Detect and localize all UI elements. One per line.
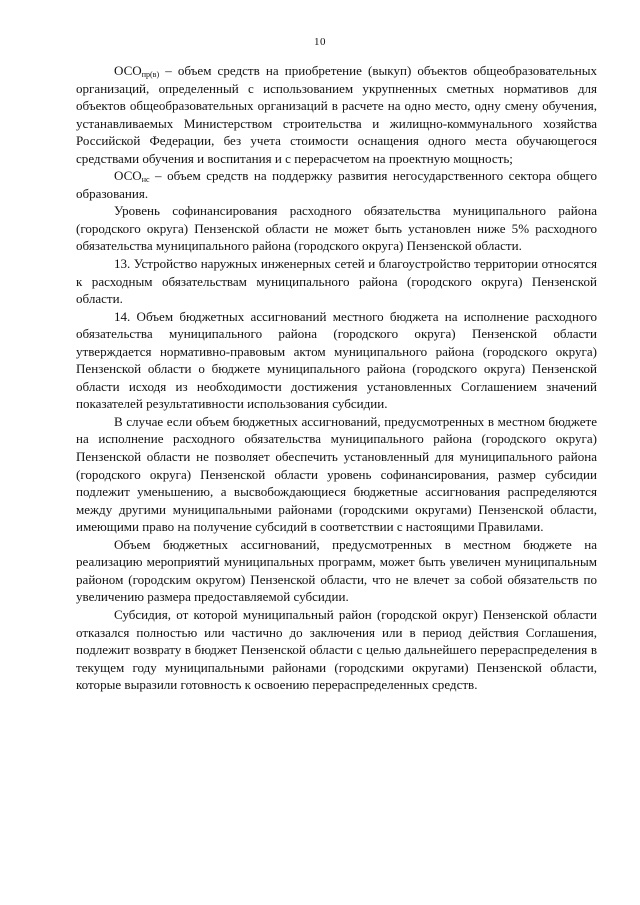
paragraph-item-13: 13. Устройство наружных инженерных сетей и благоустройство территории относятся к расходным обязательствам муниципального района (городского округа) Пензенской области. bbox=[76, 256, 597, 307]
page-number: 10 bbox=[314, 36, 326, 48]
term-symbol: ОСО bbox=[114, 63, 142, 78]
paragraph-cofinancing-level: Уровень софинансирования расходного обязательства муниципального района (городского округа) Пензенской области не может быть установлен ниже 5% расходного обязательства муниципального района (городского округа) Пензенской области. bbox=[76, 203, 597, 254]
document-body bbox=[76, 62, 597, 694]
term-subscript: нс bbox=[141, 175, 150, 185]
paragraph-text: – объем средств на приобретение (выкуп) объектов общеобразовательных организаций, определенный с использованием укрупненных сметных нормативов для объектов общеобразовательных организаций в расчете на одно место, одну смену обучения, устанавливаемых Министерством строительства и жилищно-коммунального хозяйства Российской Федерации, без учета стоимости оснащения одного места обучающегося средствами обучения и воспитания и с перерасчетом на проектную мощность; bbox=[76, 63, 597, 166]
paragraph-oso-purchase bbox=[76, 62, 597, 167]
paragraph-insufficient-budget: В случае если объем бюджетных ассигнований, предусмотренных в местном бюджете на исполнение расходного обязательства муниципального района (городского округа) Пензенской области не позволяет обеспечить установленный для муниципального района (городского округа) Пензенской области уровень софинансирования, размер субсидии подлежит уменьшению, а высвобождающиеся бюджетные ассигнования распределяются между другими муниципальными районами (городскими округами) Пензенской области, имеющими право на получение субсидий в соответствии с настоящими Правилами. bbox=[76, 413, 597, 535]
paragraph-subsidy-return: Субсидия, от которой муниципальный район (городской округ) Пензенской области отказался полностью или частично до заключения или в период действия Соглашения, подлежит возврату в бюджет Пензенской области с целью дальнейшего перераспределения в текущем году муниципальными районами (городскими округами) Пензенской области, которые выразили готовность к освоению перераспределенных средств. bbox=[76, 606, 597, 693]
paragraph-item-14: 14. Объем бюджетных ассигнований местного бюджета на исполнение расходного обязательства муниципального района (городского округа) Пензенской области утверждается нормативно-правовым актом муниципального района (городского округа) Пензенской области о бюджете муниципального района (городского округа) Пензенской области исходя из необходимости достижения установленных Соглашением значений показателей результативности использования субсидии. bbox=[76, 308, 597, 412]
paragraph-oso-nongovernment bbox=[76, 167, 597, 202]
paragraph-text: – объем средств на поддержку развития негосударственного сектора общего образования. bbox=[76, 168, 597, 201]
term-subscript: пр(в) bbox=[141, 70, 160, 79]
term-symbol: ОСО bbox=[114, 168, 142, 184]
paragraph-budget-increase: Объем бюджетных ассигнований, предусмотренных в местном бюджете на реализацию мероприятий муниципальных программ, может быть увеличен муниципальным районом (городским округом) Пензенской области, что не влечет за собой обязательств по увеличению размера предоставляемой субсидии. bbox=[76, 536, 597, 605]
